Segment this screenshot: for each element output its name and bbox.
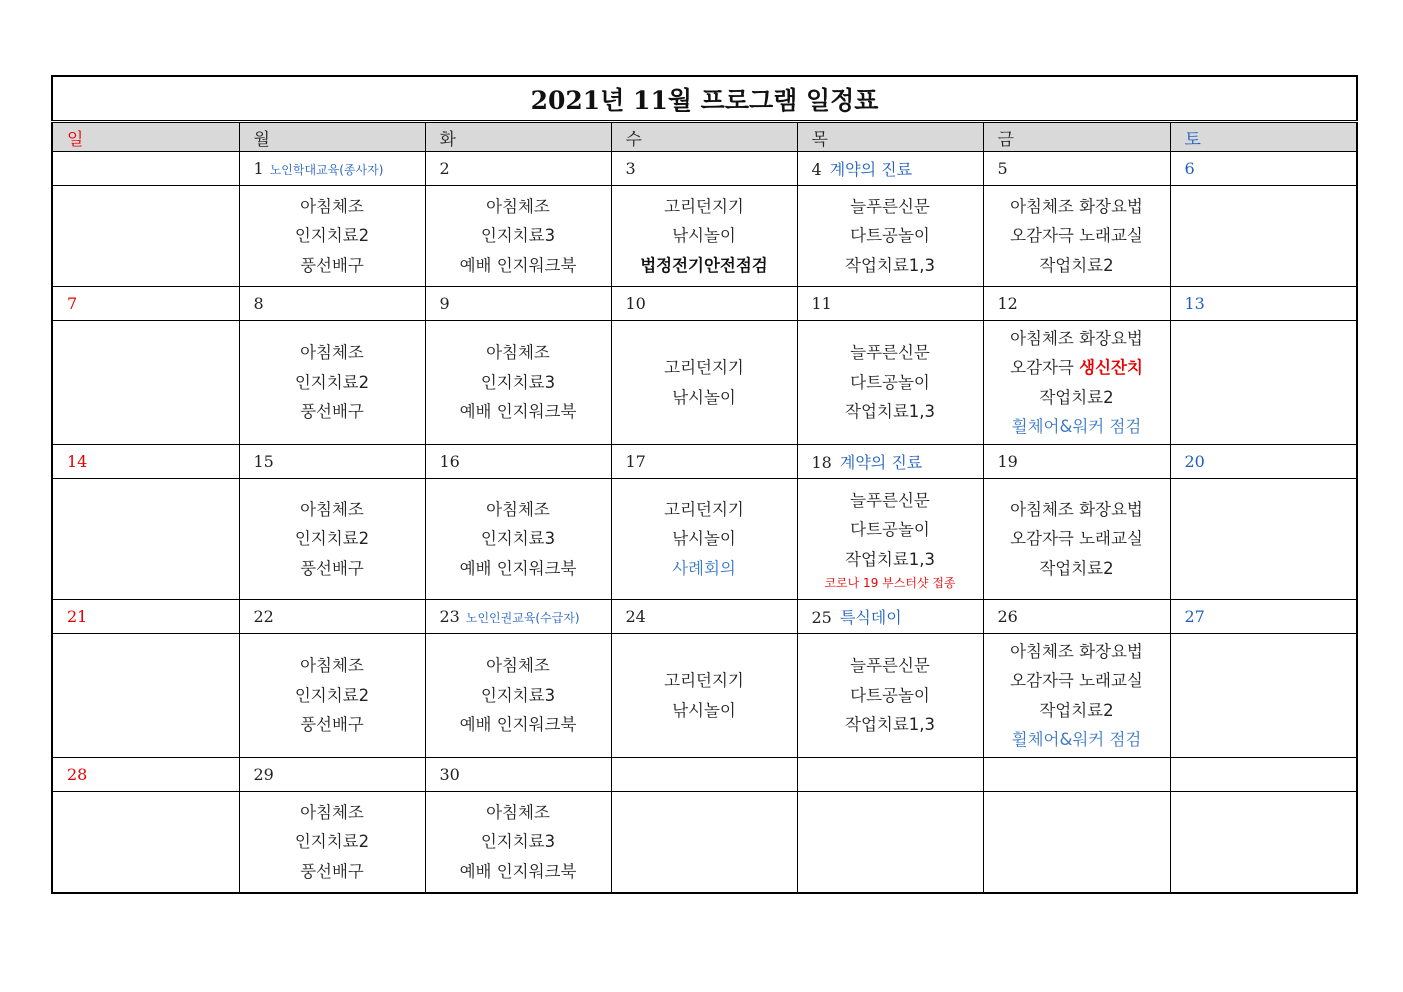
activity-item: 작업치료1,3	[845, 402, 935, 422]
activity-cell	[425, 634, 611, 758]
activity-cell	[983, 479, 1170, 600]
date-note: 노인인권교육(수급자)	[465, 611, 580, 625]
activity-cell	[239, 321, 425, 445]
activity-cell	[425, 321, 611, 445]
activity-cell	[1170, 321, 1357, 445]
activity-cell	[983, 634, 1170, 758]
activity-item: 인지치료2	[294, 529, 370, 549]
activity-cell	[797, 186, 983, 287]
date-cell	[1170, 758, 1357, 792]
activity-item: 작업치료1,3	[845, 715, 935, 735]
activity-cell	[425, 186, 611, 287]
activity-item: 풍선배구	[300, 558, 364, 578]
activity-item: 아침체조 화장요법	[1010, 499, 1143, 519]
activity-item: 작업치료2	[1039, 558, 1114, 578]
activity-item: 다트공놀이	[850, 520, 930, 540]
activity-item: 법정전기안전점검	[640, 255, 768, 275]
activity-item: 아침체조	[486, 656, 550, 676]
activity-item: 예배 인지워크북	[459, 402, 577, 422]
activity-cell	[52, 792, 239, 893]
activity-cell	[797, 479, 983, 600]
date-cell: 14	[52, 445, 239, 479]
activity-item: 풍선배구	[300, 255, 364, 275]
date-cell: 2	[425, 152, 611, 186]
week-2-activities	[52, 321, 1357, 445]
date-cell: 16	[425, 445, 611, 479]
activity-cell	[1170, 479, 1357, 600]
date-cell	[797, 600, 983, 634]
activity-cell	[425, 792, 611, 893]
date-cell	[611, 758, 797, 792]
activity-item: 인지치료3	[480, 226, 556, 246]
week-1-activities	[52, 186, 1357, 287]
activity-cell	[1170, 634, 1357, 758]
activity-cell	[611, 479, 797, 600]
activity-item: 예배 인지워크북	[459, 715, 577, 735]
weekday-sat: 토	[1170, 122, 1357, 152]
date-cell: 8	[239, 287, 425, 321]
activity-item: 작업치료2	[1039, 387, 1114, 407]
activity-item: 아침체조	[486, 196, 550, 216]
activity-item: 인지치료3	[480, 685, 556, 705]
week-3-activities	[52, 479, 1357, 600]
activity-cell	[1170, 186, 1357, 287]
date-cell: 10	[611, 287, 797, 321]
activity-item: 인지치료3	[480, 372, 556, 392]
week-2-dates	[52, 287, 1357, 321]
date-cell: 28	[52, 758, 239, 792]
week-3-dates	[52, 445, 1357, 479]
activity-item: 인지치료2	[294, 832, 370, 851]
activity-item: 아침체조 화장요법	[1010, 641, 1143, 661]
activity-item: 고리던지기	[664, 499, 744, 519]
activity-item: 다트공놀이	[850, 372, 930, 392]
date-note: 계약의 진료	[829, 160, 913, 179]
date-cell: 19	[983, 445, 1170, 479]
activity-item: 휠체어&워커 점검	[1011, 417, 1142, 436]
activity-item: 아침체조	[486, 802, 550, 822]
activity-item: 작업치료2	[1039, 700, 1114, 720]
activity-cell	[239, 186, 425, 287]
date-cell: 30	[425, 758, 611, 792]
date-cell	[797, 758, 983, 792]
calendar	[51, 75, 1356, 894]
date-note: 계약의 진료	[839, 453, 923, 472]
week-4-activities	[52, 634, 1357, 758]
week-5-dates	[52, 758, 1357, 792]
activity-item: 작업치료2	[1039, 255, 1114, 275]
activity-item	[984, 353, 1170, 383]
activity-cell	[611, 321, 797, 445]
activity-item: 늘푸른신문	[850, 196, 930, 216]
schedule-table	[51, 75, 1358, 894]
activity-item: 낚시놀이	[672, 700, 736, 720]
activity-cell	[239, 792, 425, 893]
activity-cell	[611, 634, 797, 758]
date-cell	[239, 152, 425, 186]
activity-cell	[797, 792, 983, 893]
activity-cell	[239, 634, 425, 758]
date-cell	[797, 152, 983, 186]
birthday-party-highlight: 생신잔치	[1079, 358, 1143, 377]
date-cell: 15	[239, 445, 425, 479]
activity-item: 아침체조 화장요법	[1010, 196, 1143, 216]
date-cell: 12	[983, 287, 1170, 321]
activity-cell	[797, 634, 983, 758]
activity-item: 낚시놀이	[672, 387, 736, 407]
date-cell: 9	[425, 287, 611, 321]
activity-item: 작업치료1,3	[845, 255, 935, 275]
date-cell: 11	[797, 287, 983, 321]
date-cell: 24	[611, 600, 797, 634]
activity-cell	[983, 186, 1170, 287]
activity-item: 아침체조	[300, 499, 364, 519]
date-cell	[983, 758, 1170, 792]
page-title: 2021년 11월 프로그램 일정표	[52, 76, 1357, 122]
activity-item: 오감자극 노래교실	[1010, 529, 1143, 549]
date-note: 노인학대교육(종사자)	[269, 163, 384, 177]
weekday-tue: 화	[425, 122, 611, 152]
activity-cell	[1170, 792, 1357, 893]
activity-cell	[52, 479, 239, 600]
date-cell	[52, 152, 239, 186]
activity-cell	[611, 792, 797, 893]
weekday-mon: 월	[239, 122, 425, 152]
activity-item: 낚시놀이	[672, 529, 736, 549]
activity-cell	[611, 186, 797, 287]
activity-item: 아침체조	[486, 499, 550, 519]
weekday-sun: 일	[52, 122, 239, 152]
activity-item: 늘푸른신문	[850, 343, 930, 363]
activity-item: 아침체조 화장요법	[1010, 328, 1143, 348]
weekday-fri: 금	[983, 122, 1170, 152]
activity-item: 인지치료2	[294, 226, 370, 246]
activity-item: 인지치료2	[294, 372, 370, 392]
date-cell: 29	[239, 758, 425, 792]
activity-cell	[797, 321, 983, 445]
week-1-dates	[52, 152, 1357, 186]
activity-item: 낚시놀이	[672, 226, 736, 246]
date-cell: 13	[1170, 287, 1357, 321]
activity-item: 고리던지기	[664, 358, 744, 377]
date-cell	[425, 600, 611, 634]
date-cell: 6	[1170, 152, 1357, 186]
date-cell: 17	[611, 445, 797, 479]
date-number: 25	[811, 608, 832, 627]
activity-item: 사례회의	[672, 558, 736, 578]
activity-item: 아침체조	[300, 196, 364, 216]
activity-item: 예배 인지워크북	[459, 558, 577, 578]
activity-cell	[52, 186, 239, 287]
activity-item: 아침체조	[300, 802, 364, 822]
date-number: 18	[811, 453, 832, 472]
activity-item: 아침체조	[300, 343, 364, 363]
weekday-header	[52, 122, 1357, 152]
activity-item: 늘푸른신문	[850, 656, 930, 676]
activity-item: 인지치료3	[480, 529, 556, 549]
activity-text: 오감자극	[1010, 358, 1074, 377]
date-cell: 7	[52, 287, 239, 321]
activity-item: 오감자극 노래교실	[1010, 671, 1143, 690]
activity-item: 아침체조	[486, 343, 550, 363]
activity-cell	[983, 792, 1170, 893]
activity-cell	[425, 479, 611, 600]
activity-item: 오감자극 노래교실	[1010, 226, 1143, 246]
date-cell: 5	[983, 152, 1170, 186]
date-number: 23	[439, 607, 460, 626]
date-cell	[797, 445, 983, 479]
week-5-activities	[52, 792, 1357, 893]
activity-item: 늘푸른신문	[850, 490, 930, 510]
date-cell: 21	[52, 600, 239, 634]
activity-item: 아침체조	[300, 656, 364, 676]
date-cell: 3	[611, 152, 797, 186]
activity-item: 코로나 19 부스터샷 접종	[824, 576, 956, 591]
activity-cell	[239, 479, 425, 600]
activity-item: 휠체어&워커 점검	[1011, 730, 1142, 749]
activity-item: 다트공놀이	[850, 226, 930, 246]
activity-item: 다트공놀이	[850, 685, 930, 705]
activity-item: 인지치료3	[480, 832, 556, 851]
date-cell: 20	[1170, 445, 1357, 479]
activity-item: 예배 인지워크북	[459, 861, 577, 881]
activity-item: 풍선배구	[300, 402, 364, 422]
activity-item: 인지치료2	[294, 685, 370, 705]
activity-cell	[52, 634, 239, 758]
activity-item: 예배 인지워크북	[459, 255, 577, 275]
weekday-thu: 목	[797, 122, 983, 152]
date-number: 1	[253, 159, 264, 178]
activity-item: 풍선배구	[300, 861, 364, 881]
activity-item: 작업치료1,3	[845, 549, 935, 569]
date-cell: 26	[983, 600, 1170, 634]
activity-item: 고리던지기	[664, 671, 744, 690]
activity-item: 풍선배구	[300, 715, 364, 735]
date-cell: 27	[1170, 600, 1357, 634]
date-number: 4	[811, 160, 822, 179]
date-cell: 22	[239, 600, 425, 634]
activity-cell	[983, 321, 1170, 445]
week-4-dates	[52, 600, 1357, 634]
activity-item: 고리던지기	[664, 196, 744, 216]
activity-cell	[52, 321, 239, 445]
date-note: 특식데이	[839, 608, 902, 627]
weekday-wed: 수	[611, 122, 797, 152]
